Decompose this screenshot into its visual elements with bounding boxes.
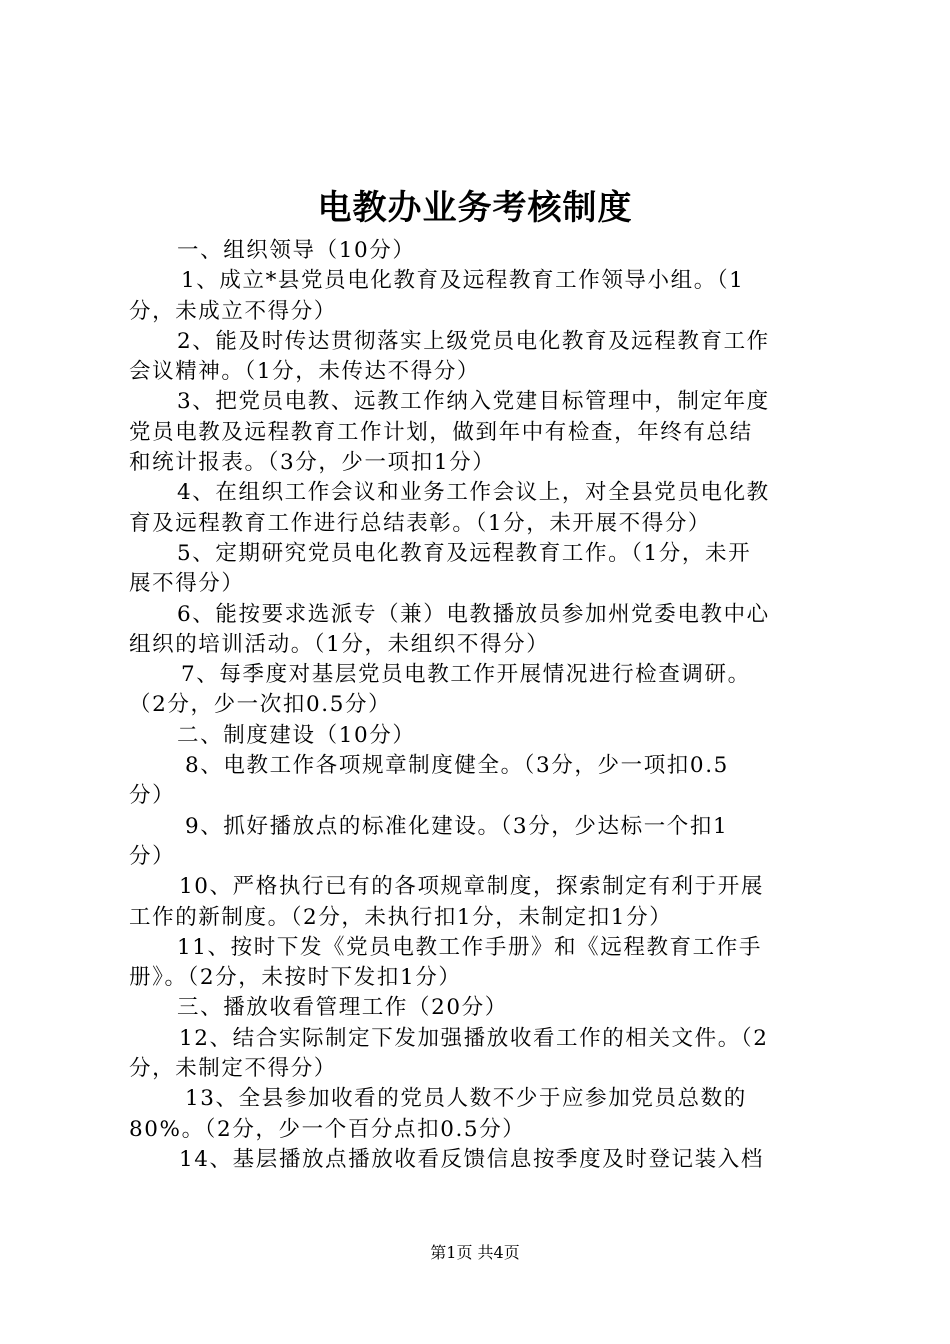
text-line: 展不得分）: [129, 571, 245, 597]
text-line: 二、制度建设（10分）: [177, 722, 416, 748]
text-line: 11、按时下发《党员电教工作手册》和《远程教育工作手: [177, 934, 762, 960]
text-line: 5、定期研究党员电化教育及远程教育工作。（1分，未开: [177, 540, 752, 566]
text-line: 组织的培训活动。（1分，未组织不得分）: [129, 631, 550, 657]
text-line: 1、成立*县党员电化教育及远程教育工作领导小组。（1: [181, 268, 745, 294]
text-line: 10、严格执行已有的各项规章制度，探索制定有利于开展: [179, 874, 764, 900]
text-line: 会议精神。（1分，未传达不得分）: [129, 359, 481, 385]
text-line: 分，未制定不得分）: [129, 1056, 337, 1082]
text-line: 14、基层播放点播放收看反馈信息按季度及时登记装入档: [179, 1146, 764, 1172]
text-line: 工作的新制度。（2分，未执行扣1分，未制定扣1分）: [129, 904, 673, 930]
text-line: 13、全县参加收看的党员人数不少于应参加党员总数的: [185, 1086, 747, 1112]
text-line: 分）: [129, 783, 176, 809]
text-line: 分，未成立不得分）: [129, 298, 337, 324]
text-line: 册》。（2分，未按时下发扣1分）: [129, 965, 462, 991]
text-line: 2、能及时传达贯彻落实上级党员电化教育及远程教育工作: [177, 328, 770, 354]
text-line: （2分，少一次扣0.5分）: [129, 692, 392, 718]
document-title: 电教办业务考核制度: [317, 188, 633, 228]
text-line: 分）: [129, 843, 176, 869]
page-footer: 第1页 共4页: [430, 1243, 520, 1262]
text-line: 80%。（2分，少一个百分点扣0.5分）: [129, 1116, 526, 1142]
text-line: 6、能按要求选派专（兼）电教播放员参加州党委电教中心: [177, 601, 770, 627]
text-line: 8、电教工作各项规章制度健全。（3分，少一项扣0.5: [185, 753, 729, 779]
text-line: 4、在组织工作会议和业务工作会议上，对全县党员电化教: [177, 480, 770, 506]
text-line: 三、播放收看管理工作（20分）: [177, 995, 508, 1021]
text-line: 3、把党员电教、远教工作纳入党建目标管理中，制定年度: [177, 389, 770, 415]
text-line: 7、每季度对基层党员电教工作开展情况进行检查调研。: [181, 662, 751, 688]
text-line: 12、结合实际制定下发加强播放收看工作的相关文件。（2: [179, 1025, 769, 1051]
text-line: 一、组织领导（10分）: [177, 238, 416, 263]
text-line: 育及远程教育工作进行总结表彰。（1分，未开展不得分）: [129, 510, 712, 536]
text-line: 和统计报表。（3分，少一项扣1分）: [129, 450, 496, 476]
text-line: 党员电教及远程教育工作计划，做到年中有检查，年终有总结: [129, 419, 753, 445]
document-body: [129, 236, 831, 1175]
text-line: 9、抓好播放点的标准化建设。（3分，少达标一个扣1: [185, 813, 729, 839]
